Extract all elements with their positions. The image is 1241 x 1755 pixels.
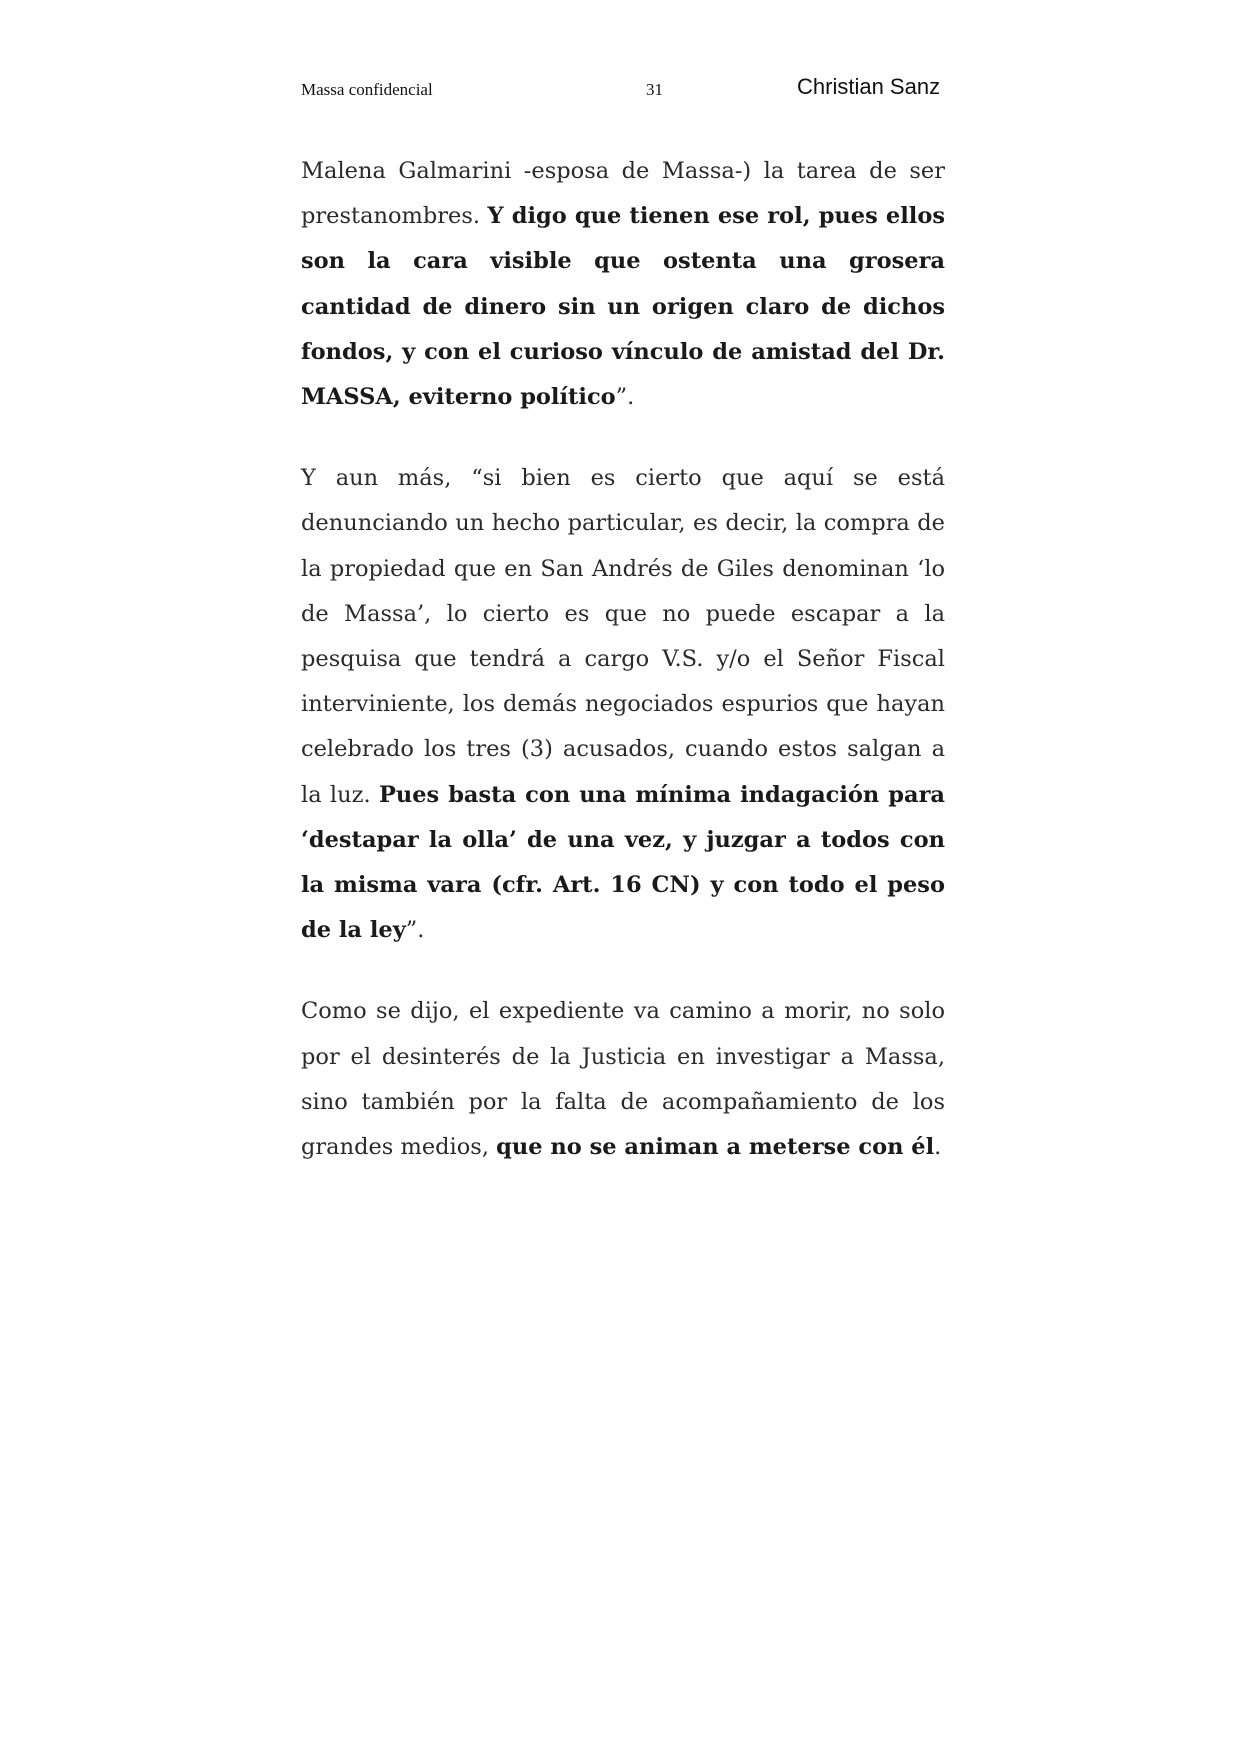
bold-segment: que no se animan a meterse con él xyxy=(496,1134,935,1161)
page-number: 31 xyxy=(646,80,663,99)
paragraph-segment: ”. xyxy=(615,384,635,411)
paragraph-segment: Como se dijo, el expediente va camino a morir, no solo por el desinterés de la Justicia en investigar a Massa, sino también por la falta de acompañamiento de los grandes medios, xyxy=(301,998,945,1161)
body-text xyxy=(301,149,945,1206)
paragraph-segment: Y aun más, “si bien es cierto que aquí se está denunciando un hecho particular, es decir, la compra de la propiedad que en San Andrés de Giles denominan ‘lo de Massa’, lo cierto es que no puede escapar a la pesquisa que tendrá a cargo V.S. y/o el Señor Fiscal interviniente, los demás negociados espurios que hayan celebrado los tres (3) acusados, cuando estos salgan a la luz. xyxy=(301,465,945,808)
running-header-title: Massa confidencial xyxy=(301,80,433,99)
bold-segment: Y digo que tienen ese rol, pues ellos son la cara visible que ostenta una grosera cantidad de dinero sin un origen claro de dichos fondos, y con el curioso vínculo de amistad del Dr. MASSA, eviterno político xyxy=(301,203,945,411)
paragraph-segment: ”. xyxy=(405,917,425,944)
paragraph-segment: . xyxy=(934,1134,942,1161)
paragraph-3 xyxy=(301,989,945,1170)
bold-segment: Pues basta con una mínima indagación para ‘destapar la olla’ de una vez, y juzgar a todos con la misma vara (cfr. Art. 16 CN) y con todo el peso de la ley xyxy=(301,781,946,944)
paragraph-2 xyxy=(301,456,945,953)
running-header-author: Christian Sanz xyxy=(797,74,941,99)
paragraph-segment: Malena Galmarini -esposa de Massa-) la tarea de ser prestanombres. xyxy=(301,158,945,230)
paragraph-1 xyxy=(301,149,945,420)
